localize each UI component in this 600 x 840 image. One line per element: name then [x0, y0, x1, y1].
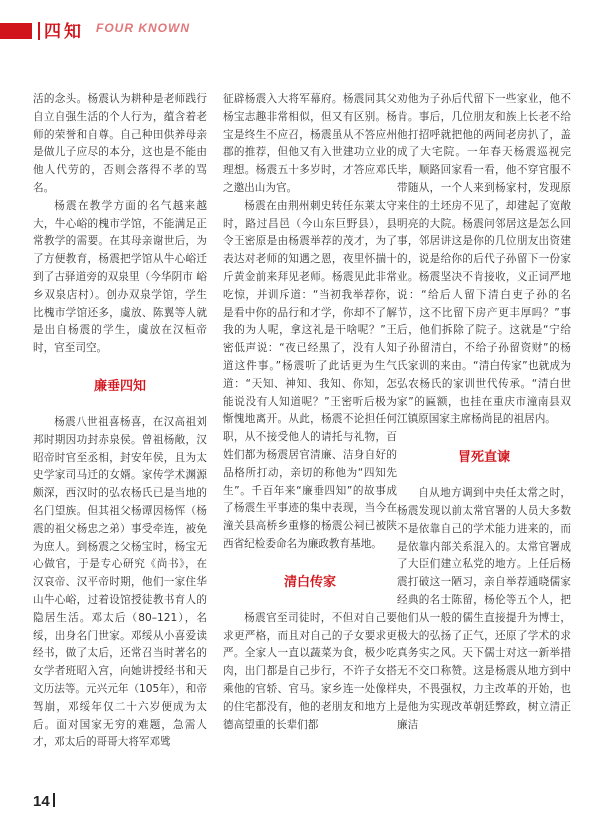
paragraph: 杨震八世祖喜杨喜，在汉高祖刘邦时期因功封赤泉侯。曾祖杨敞，汉昭帝时官至丞相，封安年侯，且为太史学家司马迁的女婿。家传学术渊源颇深，西汉时的弘农杨氏已是当地的名门望族。但其祖父杨谭因杨恽（杨震的祖父杨忠之弟）事受牵连，被免为庶人。到杨震之父杨宝时，杨宝无心做官，于是专心研究《尚书》，在汉哀帝、汉平帝时期，他们一家住华山牛心峪，过着设馆授徒教书育人的隐居生活。邓太后（80–121），名绥，出身名门世家。邓绥从小喜爱读经书，做了太后，还常召当时著名的女学者班昭入宫，向她讲授经书和天文历法等。元兴元年（105年），和帝驾崩，邓绥年仅二十六岁便成为太后。面对国家无穷的难题，急需人才，邓太后的哥哥大将军邓骘 [33, 415, 207, 749]
paragraph: 活的念头。杨震认为耕种是老师践行自立自强生活的个人行为，蕴含着老师的荣誉和自尊。自己种田供养母亲是做儿子应尽的本分，这也是不能由他人代劳的，否则会落得不孝的骂名。 [33, 93, 207, 194]
paragraph: 杨震在教学方面的名气越来越大，牛心峪的槐市学馆，不能满足正常教学的需要。在其母亲谢世后，为了方便教育，杨震把学馆从牛心峪迁到了古驿道旁的双泉里（今华阴市 峪乡双泉店村）。创办双泉学馆，学生比槐市学馆还多，虞放、陈翼等人就是出自杨震的学生，虞放在汉桓帝时，官至司空。 [33, 199, 207, 355]
text-column-2 [223, 91, 397, 734]
magazine-title-cn: 四知 [44, 22, 84, 42]
header-red-bar [0, 23, 32, 39]
paragraph: 征辟杨震入大将军幕府。杨震同其父杨宝志趣非常相似，但又有区别。杨宝是终生不应召，杨震虽从不答应州郡的推荐，但他又有入世建功立业的理想。杨震五十多岁时，才答应邓氏之邀出山为官。 [223, 93, 397, 194]
page-number-bar [53, 793, 55, 807]
paragraph: 劝他为子孙后代留下一些家业，他不肯。事后，几位朋友和族上长老不给他打招呼就把他的两间老房扒了，盖成了大宅院。一年春天杨震巡视完毕，顺路回家看一看，他不穿官服不带随从，一个人来到杨家村，发现原来住的土坯房不见了，却建起了宽敞明亮的大院。杨震问邻居这是怎么回事，邻居讲这是你的几位朋友出资建的，说是给你的后代子孙留下一份家业。杨震坚决不肯接收，义正词严地说：“给后人留下清白吏子孙的名节，这不比留下房产更丰厚吗？”事后，他们拆除了院子。这就是“宁给子孙留清白，不给子孙留资财”的杨氏家训的来由。“清白传家”也就成为弘农杨氏的家训世代传承。“清白世家”的匾额，也挂在重庆市潼南县双江镇原国家主席杨尚昆的祖居内。 [397, 93, 571, 426]
text-column-1 [33, 91, 207, 752]
paragraph: 杨震在由荆州刺史转任东莱太守时，路过昌邑（今山东巨野县），县令王密原是由杨震举荐的茂才，为了表达对老师的知遇之恩，夜里怀揣十斤黄金前来拜见老师。杨震见此非常吃惊，并训斥道：“当初我举荐你，是看中你的品行和才学，你却不了解我的为人呢，拿这礼是干啥呢？”王密低声说：“夜已经黑了，没有人知道这件事。”杨震听了此话更为生气道：“天知、神知、我知、你知，怎能说没有人知道呢？”王密听后极为惭愧地离开。从此，杨震不论担任何职，从不接受他人的请托与礼物，百姓们都为杨震居官清廉、洁身自好的品格所打动，亲切的称他为“四知先生”。千百年来“廉垂四知”的故事成了杨震生平事迹的集中表现，当今在潼关县高桥乡重修的杨震公祠已被陕西省纪检委命名为廉政教育基地。 [223, 199, 397, 550]
section-heading-mao-si-zhi-jian: 冒死直谏 [457, 450, 510, 466]
section-heading-lian-chui-si-zhi: 廉垂四知 [93, 378, 146, 394]
text-column-3 [397, 91, 571, 734]
paragraph: 自从地方调到中央任太常之时，杨震发现以前太常官署的人员大多数不是依靠自己的学术能力进来的，而是依靠内部关系混入的。太常官署成了大臣们建立私党的地方。上任后杨震打破这一陋习，亲自举荐通晓儒家经典的名士陈留，杨伦等五个人，把他们从一般的儒生直接提升为博士，极大的弘扬了正气，还原了学术的求真务实之风。天下儒士对这一新举措无不交口称赞。这是杨震从地方到中央，不畏强权，力主改革的开始，也是他为实现改革朝廷弊政，树立清正廉洁 [397, 487, 571, 731]
magazine-title-en: FOUR KNOWN [96, 21, 190, 35]
page-number-text: 14 [33, 793, 50, 810]
page-header [0, 0, 600, 50]
section-heading-qing-bai-chuan-jia: 清白传家 [283, 574, 336, 590]
header-divider [38, 22, 40, 40]
page-number [33, 793, 55, 810]
paragraph: 杨震官至司徒时，不但对自己要求更严格，而且对自己的子女要求更严。全家人一直以蔬菜为食，极少吃肉，出门都是自己步行，不许子女搭乘他的官轿、官马。家乡连一处像样的住宅都没有，他的老朋友和地方上德高望重的长辈们都 [223, 611, 397, 731]
